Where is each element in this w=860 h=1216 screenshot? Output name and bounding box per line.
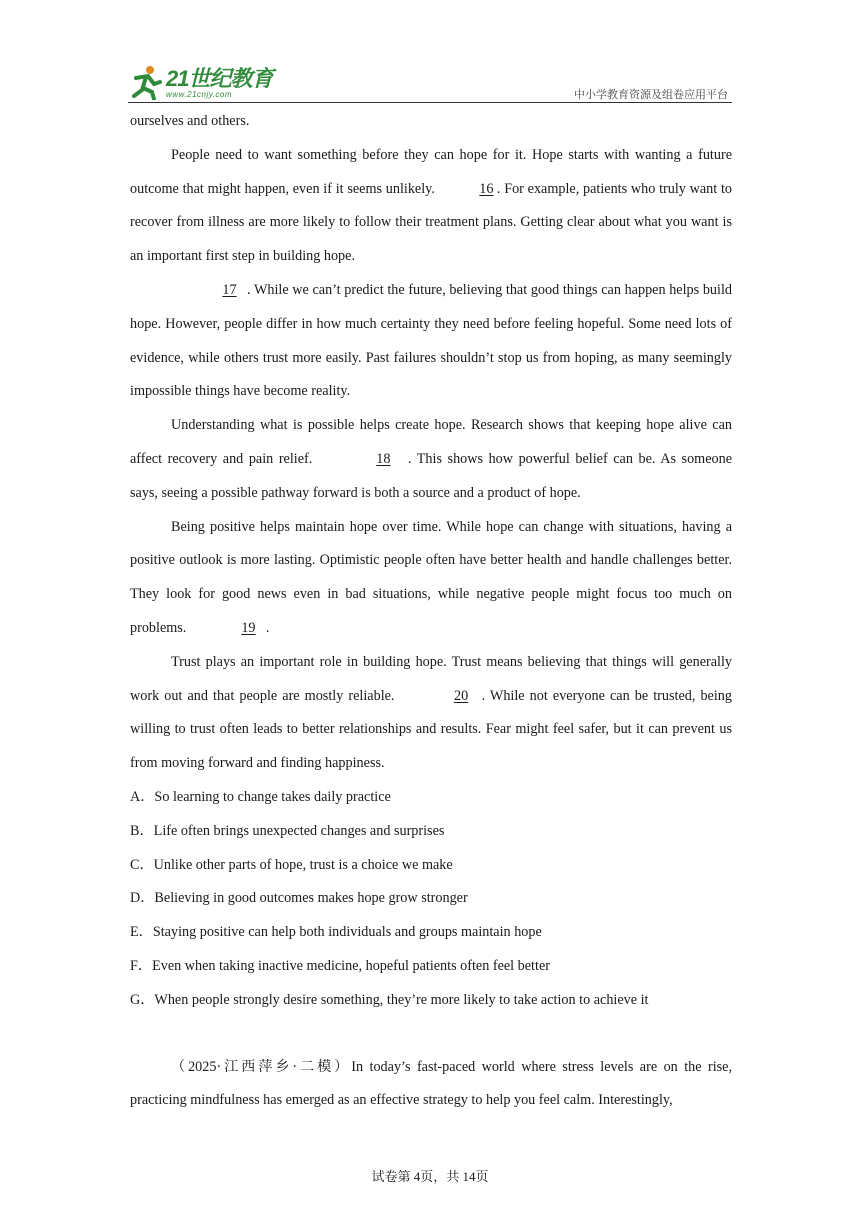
logo-url: www.21cnjy.com xyxy=(166,90,232,99)
passage-line: ourselves and others. xyxy=(130,113,250,129)
blank-18: 18 xyxy=(376,450,391,467)
section-gap xyxy=(130,1018,732,1051)
passage-paragraph xyxy=(130,409,732,510)
paragraph-text: . For example, patients who truly want to recover from illness are more likely to follow their treatment plans. Getting clear about what you want is an important first step in building hope. xyxy=(130,180,732,265)
option-b: B．Life often brings unexpected changes and surprises xyxy=(130,822,445,839)
passage-paragraph xyxy=(130,139,732,274)
next-passage-intro xyxy=(130,1051,732,1119)
paragraph-text: Trust plays an important role in building hope. Trust means believing that things will generally work out and that people are mostly reliable. xyxy=(130,653,732,704)
logo-text: 21世纪教育 xyxy=(166,66,273,91)
paragraph-text: In today’s fast-paced world where stress levels are on the rise, practicing mindfulness has emerged as an effective strategy to help you feel calm. Interestingly, xyxy=(130,1058,733,1109)
blank-20: 20 xyxy=(453,687,469,704)
paragraph-text: People need to want something before they can hope for it. Hope starts with wanting a future outcome that might happen, even if it seems unlikely. xyxy=(130,146,732,197)
option-g: G．When people strongly desire something, they’re more likely to take action to achieve it xyxy=(130,991,649,1008)
header-divider xyxy=(128,102,732,103)
paragraph-text: . While we can’t predict the future, believing that good things can happen helps build hope. However, people differ in how much certainty they need before feeling hopeful. Some need lots of evidence, while others trust more easily. Past failures shouldn’t stop us from hoping, as many seemingly impossible things have become reality. xyxy=(130,281,732,400)
blank-17: 17 xyxy=(222,281,237,298)
option-a: A．So learning to change takes daily practice xyxy=(130,788,391,805)
passage-paragraph xyxy=(130,274,732,409)
logo xyxy=(128,64,278,104)
option-c: C．Unlike other parts of hope, trust is a choice we make xyxy=(130,856,453,873)
option-e: E．Staying positive can help both individuals and groups maintain hope xyxy=(130,924,542,941)
page-header xyxy=(128,60,732,104)
runner-icon xyxy=(128,64,164,100)
paragraph-text: Being positive helps maintain hope over time. While hope can change with situations, having a positive outlook is more lasting. Optimistic people often have better health and handle challenges better. They look for good news even in bad situations, while negative people might focus too much on problems. xyxy=(130,518,732,636)
paragraph-text: . While not everyone can be trusted, being willing to trust often leads to better relationships and results. Fear might feel safer, but it can prevent us from moving forward and finding happiness. xyxy=(130,687,732,772)
header-platform-text: 中小学教育资源及组卷应用平台 xyxy=(574,88,728,101)
paragraph-text: . xyxy=(265,619,270,636)
option-f: F．Even when taking inactive medicine, hopeful patients often feel better xyxy=(130,957,550,974)
paragraph-text: . This shows how powerful belief can be. As someone says, seeing a possible pathway forward is both a source and a product of hope. xyxy=(130,450,732,501)
paragraph-text: Understanding what is possible helps create hope. Research shows that keeping hope alive can affect recovery and pain relief. xyxy=(130,417,732,467)
passage-source: （2025·江西萍乡·二模） xyxy=(171,1058,352,1075)
option-d: D．Believing in good outcomes makes hope grow stronger xyxy=(130,890,468,907)
blank-16: 16 xyxy=(479,180,494,197)
blank-19: 19 xyxy=(241,619,256,636)
passage-paragraph xyxy=(130,646,732,781)
passage-paragraph xyxy=(130,511,732,646)
page-footer: 试卷第 4页，共 14页 xyxy=(371,1169,489,1184)
passage-content xyxy=(130,105,732,1118)
